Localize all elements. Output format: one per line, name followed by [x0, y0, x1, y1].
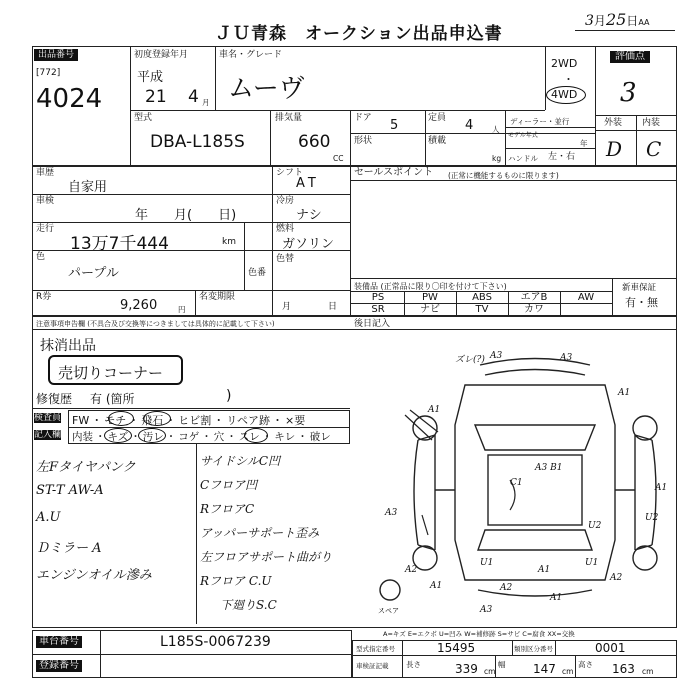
mark-item: ・ [272, 414, 283, 427]
aircon-label: 冷房 [276, 196, 295, 206]
grade-label: 評価点 [610, 51, 650, 63]
date-day-unit: 日 [626, 14, 639, 28]
mark-item: ・ [201, 431, 212, 443]
mark-item: ・ [213, 414, 225, 427]
handwritten-note: 下廻りS.C [220, 598, 277, 612]
mark-item: スレ [238, 431, 260, 443]
lot-sub: [772] [36, 68, 61, 78]
handwritten-note: RフロアC [200, 502, 255, 516]
equipment-divider [456, 291, 457, 316]
equipment-divider [560, 291, 561, 316]
mark-item: 汚レ [142, 431, 164, 443]
legend: A=キズ E=エクボ U=凹み W=補修跡 S=サビ C=腐食 XX=交換 [383, 630, 575, 638]
handwritten-note: ST-T AW-A [36, 483, 104, 498]
mark-item: ・ [297, 431, 308, 443]
damage-mark: C1 [510, 478, 523, 488]
mark-item: モチ [104, 414, 127, 427]
mark-item: ・ [130, 431, 141, 443]
mark-circle-sure [244, 428, 268, 443]
damage-mark: U1 [480, 558, 494, 568]
recycle-value: 9,260 [120, 298, 158, 313]
height-unit: cm [642, 667, 654, 676]
spare-label: スペア [378, 607, 399, 615]
handwritten-note: サイドシルC凹 [200, 454, 281, 468]
damage-mark: A3 [480, 605, 493, 615]
first-reg-year: 21 [145, 87, 167, 107]
width-value: 147 [533, 662, 556, 676]
mileage-label: 走行 [36, 224, 55, 234]
model-value: DBA-L185S [150, 132, 245, 152]
history-value: 自家用 [68, 180, 108, 195]
aircon-value: ナシ [296, 208, 322, 223]
mark-item: 破レ [309, 431, 331, 443]
sold-out-stamp-text: 売切りコーナー [58, 364, 164, 382]
chassis-value: L185S-0067239 [160, 634, 271, 650]
damage-mark: ズレ(?) [455, 355, 485, 365]
fuel-value: ガソリン [282, 237, 335, 252]
load-label: 積載 [428, 136, 447, 146]
width-unit: cm [562, 667, 574, 676]
damage-mark: A1 [428, 405, 441, 415]
repair-label: 修復歴 [36, 392, 73, 406]
mileage-unit: km [222, 237, 236, 247]
equipment-item: カワ [524, 304, 544, 315]
color-no-label: 色番 [248, 268, 267, 278]
mark-circle-tobiishi [143, 411, 171, 426]
mark-item: 飛石 [141, 414, 164, 427]
capacity-label: 定員 [428, 113, 447, 123]
mark-circle-yogore [138, 428, 166, 443]
mark-item: ・ [165, 414, 177, 427]
mark-circle-kizu [104, 428, 132, 443]
equipment-item: PS [371, 292, 385, 303]
handwritten-note: Rフロア C.U [200, 574, 272, 588]
mark-item: ヒビ割 [178, 414, 212, 427]
car-diagram [360, 340, 670, 620]
equipment-label: 装備品 (正常品に限り〇印を付けて下さい) [354, 282, 507, 291]
mark-item: ・ [261, 431, 273, 443]
grade-int: C [646, 137, 662, 161]
drive-4wd-circle [546, 86, 586, 104]
auth-no-label: 型式指定番号 [356, 645, 395, 653]
sales-point-label: セールスポイント [354, 167, 434, 178]
name-label: 車名・グレード [219, 50, 283, 60]
meigi-month-unit: 月 [282, 302, 292, 312]
grade-int-label: 内装 [642, 118, 661, 128]
model-year-unit: 年 [580, 139, 588, 148]
damage-mark: A1 [538, 565, 551, 575]
history-label: 車歴 [36, 168, 55, 178]
auth-no-value: 15495 [437, 641, 476, 655]
damage-mark: A3 [560, 353, 573, 363]
mark-item: ・ [226, 431, 237, 443]
grade-ext-label: 外装 [604, 118, 623, 128]
diagram-header-label: 後日記入 [354, 319, 391, 329]
fuel-label: 燃料 [276, 224, 295, 234]
date-month-unit: 月 [593, 14, 606, 28]
mark-item: ・ [128, 414, 140, 427]
inspection-label: 車検 [36, 196, 55, 206]
drive-2wd: 2WD [551, 57, 578, 70]
length-unit: cm [484, 667, 496, 676]
marks-label-1: 検査員 [34, 413, 62, 423]
mark-item: 穴 [213, 431, 225, 443]
sales-point-note: (正常に機能するものに限ります) [448, 171, 559, 180]
displacement-value: 660 [298, 132, 331, 152]
dims-label: 車検証記載 [356, 662, 389, 670]
shift-label: シフト [276, 168, 304, 178]
damage-mark: U1 [585, 558, 599, 568]
damage-mark: A3 B1 [535, 463, 563, 473]
mark-item: リペア跡 [226, 414, 270, 427]
dealer-label: ディーラー・並行 [510, 117, 570, 126]
mark-item: ・ [165, 431, 177, 443]
first-reg-era: 平成 [137, 70, 164, 85]
first-reg-month-unit: 月 [202, 98, 210, 107]
capacity-value: 4 [465, 118, 474, 133]
lot-number: 4024 [36, 84, 103, 114]
registration-label: 登録番号 [36, 660, 82, 672]
handwritten-note: A.U [36, 510, 61, 525]
damage-mark: A1 [655, 483, 668, 493]
mark-item: ・ [91, 414, 103, 427]
handwritten-note: Cフロア凹 [200, 478, 258, 492]
warranty-label: 新車保証 [622, 283, 657, 293]
recycle-label: R券 [36, 292, 52, 302]
length-label: 長さ [406, 660, 421, 669]
date-area [585, 10, 649, 29]
equipment-item: TV [475, 304, 489, 315]
damage-mark: A1 [430, 581, 443, 591]
handwritten-note: エンジンオイル滲み [36, 568, 152, 583]
color-label: 色 [36, 252, 46, 262]
damage-mark: A3 [490, 351, 503, 361]
date-day: 25 [605, 10, 627, 29]
class-no-label: 類別区分番号 [514, 645, 553, 653]
mark-item: FW [72, 414, 90, 427]
displacement-unit: CC [333, 154, 344, 163]
handle-label: ハンドル [508, 154, 538, 163]
capacity-unit: 人 [492, 125, 500, 134]
displacement-label: 排気量 [275, 113, 303, 123]
mark-item: ×要 [285, 414, 306, 427]
equipment-item: ABS [472, 292, 492, 303]
equipment-item: PW [422, 292, 438, 303]
damage-mark: A2 [405, 565, 418, 575]
meigi-label: 名変期限 [199, 292, 236, 302]
drive-dot: ・ [563, 73, 574, 86]
handwritten-note: アッパーサポート歪み [200, 526, 320, 540]
vehicle-name: ムーヴ [228, 74, 305, 104]
handle-value: 左・右 [548, 152, 576, 162]
drive-4wd: 4WD [551, 88, 578, 101]
class-no-value: 0001 [595, 641, 626, 655]
mark-item: ・ [95, 431, 106, 443]
equipment-item: エアB [520, 292, 548, 303]
equipment-item: ナビ [420, 304, 440, 315]
damage-mark: A1 [550, 593, 563, 603]
date-month: 3 [585, 13, 594, 29]
model-label: 型式 [134, 113, 153, 123]
first-reg-month: 4 [188, 87, 199, 107]
first-reg-label: 初度登録年月 [134, 50, 189, 60]
marks-label-2: 記入欄 [34, 430, 62, 440]
shift-value: AT [296, 176, 320, 191]
handwritten-note: 左フロアサポート曲がり [200, 550, 333, 564]
notes-label: 注意事項申告欄 (不具合及び交換等につきましては具体的に記載して下さい) [36, 320, 275, 328]
color-value: パープル [68, 266, 119, 281]
doors-value: 5 [390, 118, 399, 133]
recycle-unit: 円 [178, 305, 186, 314]
chassis-label: 車台番号 [36, 636, 82, 648]
repair-close: ) [226, 388, 232, 404]
damage-mark: A3 [385, 508, 398, 518]
inspection-value: 年 月( 日) [135, 208, 237, 223]
load-unit: kg [492, 154, 502, 163]
form-title: ＪＵ青森 オークション出品申込書 [215, 24, 503, 44]
height-value: 163 [612, 662, 635, 676]
date-underline [575, 30, 675, 31]
lot-label: 出品番号 [34, 49, 78, 61]
equipment-item: SR [371, 304, 385, 315]
grade-ext: D [606, 137, 623, 161]
length-value: 339 [455, 662, 478, 676]
meigi-day-unit: 日 [328, 302, 338, 312]
equipment-item: AW [577, 292, 595, 303]
damage-mark: U2 [588, 521, 602, 531]
repair-value: 有 (箇所 [90, 392, 135, 406]
damage-mark: A1 [618, 388, 631, 398]
doors-label: ドア [354, 113, 372, 123]
warranty-value: 有・無 [625, 296, 658, 309]
mark-item: コゲ [178, 431, 200, 443]
equipment-divider [404, 291, 405, 316]
delete-note: 抹消出品 [40, 338, 96, 354]
equipment-divider [508, 291, 509, 316]
mark-circle-moichi [108, 411, 134, 426]
grade-value: 3 [620, 78, 637, 108]
damage-mark: A2 [500, 583, 513, 593]
shape-label: 形状 [354, 136, 373, 146]
color-change-label: 色替 [276, 254, 295, 264]
date-suffix: AA [638, 18, 650, 27]
damage-mark: U2 [645, 513, 659, 523]
handwritten-note: 左Fタイヤパンク [36, 460, 136, 475]
model-year-label: モデル年式 [508, 132, 538, 139]
damage-mark: A2 [610, 573, 623, 583]
mileage-value: 13万7千444 [70, 234, 169, 254]
width-label: 幅 [498, 660, 506, 669]
mark-item: 内装 [72, 431, 93, 443]
handwritten-note: Ｄミラー A [36, 541, 102, 556]
mark-item: キレ [274, 431, 296, 443]
mark-item: キズ [107, 431, 129, 443]
sold-out-stamp [48, 355, 183, 385]
height-label: 高さ [578, 660, 593, 669]
